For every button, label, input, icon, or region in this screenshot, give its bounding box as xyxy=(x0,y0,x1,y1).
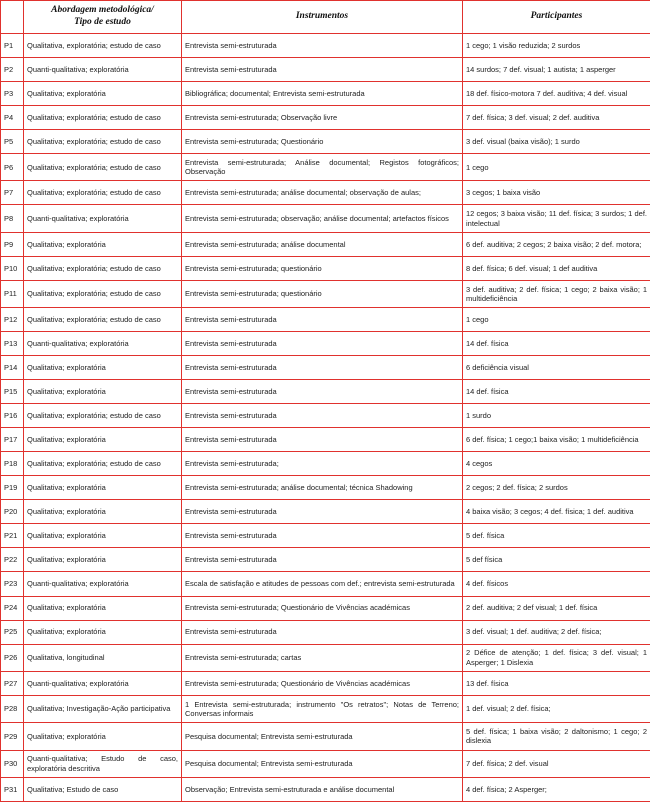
participants-cell: 2 cegos; 2 def. física; 2 surdos xyxy=(463,476,650,500)
table-row xyxy=(1,356,650,380)
instruments-cell: Entrevista semi-estruturada; análise documental; técnica Shadowing xyxy=(182,476,463,500)
approach-cell: Qualitativa; exploratória xyxy=(24,620,182,644)
instruments-cell: Bibliográfica; documental; Entrevista semi-estruturada xyxy=(182,82,463,106)
approach-cell: Quanti-qualitativa; Estudo de caso, exploratória descritiva xyxy=(24,750,182,777)
row-id-cell: P14 xyxy=(1,356,24,380)
approach-cell: Qualitativa; exploratória xyxy=(24,596,182,620)
row-id-cell: P13 xyxy=(1,332,24,356)
instruments-cell: Entrevista semi-estruturada xyxy=(182,380,463,404)
participants-cell: 1 surdo xyxy=(463,404,650,428)
participants-cell: 1 cego xyxy=(463,154,650,181)
instruments-cell: Entrevista semi-estruturada xyxy=(182,58,463,82)
instruments-cell: Entrevista semi-estruturada; Questionário de Vivências académicas xyxy=(182,596,463,620)
instruments-cell: Entrevista semi-estruturada xyxy=(182,548,463,572)
row-id-cell: P10 xyxy=(1,256,24,280)
row-id-cell: P21 xyxy=(1,524,24,548)
participants-cell: 5 def física xyxy=(463,548,650,572)
instruments-cell: Entrevista semi-estruturada xyxy=(182,332,463,356)
header-instruments: Instrumentos xyxy=(182,1,463,34)
row-id-cell: P27 xyxy=(1,671,24,695)
instruments-cell: Observação; Entrevista semi-estruturada e análise documental xyxy=(182,777,463,801)
instruments-cell: Entrevista semi-estruturada; questionário xyxy=(182,256,463,280)
row-id-cell: P26 xyxy=(1,644,24,671)
table-row xyxy=(1,548,650,572)
table-row xyxy=(1,58,650,82)
instruments-cell: Entrevista semi-estruturada xyxy=(182,356,463,380)
participants-cell: 14 def. física xyxy=(463,380,650,404)
table-row xyxy=(1,256,650,280)
approach-cell: Qualitativa; exploratória xyxy=(24,82,182,106)
row-id-cell: P12 xyxy=(1,308,24,332)
header-approach xyxy=(24,1,182,34)
row-id-cell: P15 xyxy=(1,380,24,404)
table-row xyxy=(1,452,650,476)
participants-cell: 5 def. física; 1 baixa visão; 2 daltonismo; 1 cego; 2 dislexia xyxy=(463,723,650,750)
table-row xyxy=(1,280,650,307)
approach-cell: Qualitativa; exploratória; estudo de caso xyxy=(24,256,182,280)
participants-cell: 6 def. física; 1 cego;1 baixa visão; 1 multideficiência xyxy=(463,428,650,452)
instruments-cell: Entrevista semi-estruturada xyxy=(182,34,463,58)
row-id-cell: P8 xyxy=(1,205,24,232)
table-row xyxy=(1,620,650,644)
participants-cell: 4 baixa visão; 3 cegos; 4 def. física; 1 def. auditiva xyxy=(463,500,650,524)
table-row xyxy=(1,695,650,722)
table-row xyxy=(1,596,650,620)
row-id-cell: P16 xyxy=(1,404,24,428)
participants-cell: 3 def. visual (baixa visão); 1 surdo xyxy=(463,130,650,154)
approach-cell: Quanti-qualitativa; exploratória xyxy=(24,671,182,695)
participants-cell: 3 def. auditiva; 2 def. física; 1 cego; 2 baixa visão; 1 multideficiência xyxy=(463,280,650,307)
row-id-cell: P2 xyxy=(1,58,24,82)
participants-cell: 18 def. físico-motora 7 def. auditiva; 4 def. visual xyxy=(463,82,650,106)
table-row xyxy=(1,332,650,356)
table-header xyxy=(1,1,650,34)
approach-cell: Qualitativa, longitudinal xyxy=(24,644,182,671)
table-body xyxy=(1,34,650,802)
row-id-cell: P9 xyxy=(1,232,24,256)
table-row xyxy=(1,308,650,332)
approach-cell: Qualitativa; exploratória; estudo de caso xyxy=(24,130,182,154)
instruments-cell: Entrevista semi-estruturada; Análise documental; Registos fotográficos; Observação xyxy=(182,154,463,181)
instruments-cell: Entrevista semi-estruturada xyxy=(182,620,463,644)
row-id-cell: P24 xyxy=(1,596,24,620)
approach-cell: Qualitativa; exploratória; estudo de caso xyxy=(24,280,182,307)
participants-cell: 4 def. física; 2 Asperger; xyxy=(463,777,650,801)
row-id-cell: P30 xyxy=(1,750,24,777)
approach-cell: Qualitativa; exploratória; estudo de caso xyxy=(24,106,182,130)
approach-cell: Qualitativa; exploratória; estudo de caso xyxy=(24,404,182,428)
table-row xyxy=(1,404,650,428)
instruments-cell: Entrevista semi-estruturada; observação; análise documental; artefactos físicos xyxy=(182,205,463,232)
row-id-cell: P19 xyxy=(1,476,24,500)
participants-cell: 7 def. física; 2 def. visual xyxy=(463,750,650,777)
header-approach-line1: Abordagem metodológica/ xyxy=(51,5,154,16)
table-row xyxy=(1,154,650,181)
approach-cell: Qualitativa; exploratória xyxy=(24,380,182,404)
table-row xyxy=(1,34,650,58)
row-id-cell: P17 xyxy=(1,428,24,452)
header-id xyxy=(1,1,24,34)
header-approach-line2: Tipo de estudo xyxy=(74,17,131,27)
table-row xyxy=(1,524,650,548)
participants-cell: 5 def. física xyxy=(463,524,650,548)
participants-cell: 8 def. física; 6 def. visual; 1 def auditiva xyxy=(463,256,650,280)
table-row xyxy=(1,130,650,154)
table-row xyxy=(1,500,650,524)
participants-cell: 14 def. física xyxy=(463,332,650,356)
participants-cell: 4 def. físicos xyxy=(463,572,650,596)
table-row xyxy=(1,205,650,232)
table-row xyxy=(1,671,650,695)
approach-cell: Qualitativa; exploratória; estudo de caso xyxy=(24,181,182,205)
table-row xyxy=(1,750,650,777)
participants-cell: 6 def. auditiva; 2 cegos; 2 baixa visão; 2 def. motora; xyxy=(463,232,650,256)
row-id-cell: P1 xyxy=(1,34,24,58)
approach-cell: Qualitativa; exploratória; estudo de caso xyxy=(24,154,182,181)
instruments-cell: Entrevista semi-estruturada xyxy=(182,500,463,524)
table-row xyxy=(1,644,650,671)
table-row xyxy=(1,106,650,130)
row-id-cell: P23 xyxy=(1,572,24,596)
approach-cell: Qualitativa; exploratória xyxy=(24,723,182,750)
row-id-cell: P28 xyxy=(1,695,24,722)
row-id-cell: P4 xyxy=(1,106,24,130)
participants-cell: 1 cego xyxy=(463,308,650,332)
table-row xyxy=(1,723,650,750)
approach-cell: Qualitativa; Investigação-Ação participativa xyxy=(24,695,182,722)
header-row xyxy=(1,1,650,34)
instruments-cell: Pesquisa documental; Entrevista semi-estruturada xyxy=(182,750,463,777)
row-id-cell: P6 xyxy=(1,154,24,181)
approach-cell: Qualitativa, exploratória; estudo de caso xyxy=(24,34,182,58)
instruments-cell: Entrevista semi-estruturada; cartas xyxy=(182,644,463,671)
approach-cell: Quanti-qualitativa; exploratória xyxy=(24,332,182,356)
participants-cell: 6 deficiência visual xyxy=(463,356,650,380)
table-row xyxy=(1,572,650,596)
participants-cell: 2 Défice de atenção; 1 def. física; 3 def. visual; 1 Asperger; 1 Dislexia xyxy=(463,644,650,671)
participants-cell: 7 def. física; 3 def. visual; 2 def. auditiva xyxy=(463,106,650,130)
participants-cell: 14 surdos; 7 def. visual; 1 autista; 1 asperger xyxy=(463,58,650,82)
participants-cell: 13 def. física xyxy=(463,671,650,695)
approach-cell: Qualitativa; Estudo de caso xyxy=(24,777,182,801)
table-row xyxy=(1,476,650,500)
row-id-cell: P5 xyxy=(1,130,24,154)
participants-cell: 4 cegos xyxy=(463,452,650,476)
row-id-cell: P29 xyxy=(1,723,24,750)
approach-cell: Quanti-qualitativa; exploratória xyxy=(24,58,182,82)
approach-cell: Qualitativa; exploratória xyxy=(24,500,182,524)
approach-cell: Qualitativa; exploratória xyxy=(24,524,182,548)
table-row xyxy=(1,82,650,106)
row-id-cell: P7 xyxy=(1,181,24,205)
approach-cell: Quanti-qualitativa; exploratória xyxy=(24,205,182,232)
approach-cell: Qualitativa; exploratória xyxy=(24,476,182,500)
participants-cell: 1 def. visual; 2 def. física; xyxy=(463,695,650,722)
instruments-cell: Entrevista semi-estruturada; xyxy=(182,452,463,476)
table-row xyxy=(1,380,650,404)
row-id-cell: P11 xyxy=(1,280,24,307)
approach-cell: Quanti-qualitativa; exploratória xyxy=(24,572,182,596)
row-id-cell: P20 xyxy=(1,500,24,524)
approach-cell: Qualitativa; exploratória; estudo de caso xyxy=(24,308,182,332)
table-row xyxy=(1,232,650,256)
participants-cell: 3 def. visual; 1 def. auditiva; 2 def. física; xyxy=(463,620,650,644)
instruments-cell: Entrevista semi-estruturada; Questionário xyxy=(182,130,463,154)
row-id-cell: P31 xyxy=(1,777,24,801)
instruments-cell: Escala de satisfação e atitudes de pessoas com def.; entrevista semi-estruturada xyxy=(182,572,463,596)
instruments-cell: Entrevista semi-estruturada xyxy=(182,524,463,548)
table-row xyxy=(1,777,650,801)
table-row xyxy=(1,181,650,205)
instruments-cell: Entrevista semi-estruturada; Observação livre xyxy=(182,106,463,130)
row-id-cell: P25 xyxy=(1,620,24,644)
header-participants: Participantes xyxy=(463,1,650,34)
instruments-cell: Entrevista semi-estruturada xyxy=(182,308,463,332)
instruments-cell: Entrevista semi-estruturada; questionário xyxy=(182,280,463,307)
approach-cell: Qualitativa; exploratória xyxy=(24,548,182,572)
approach-cell: Qualitativa; exploratória xyxy=(24,356,182,380)
participants-cell: 12 cegos; 3 baixa visão; 11 def. física; 3 surdos; 1 def. intelectual xyxy=(463,205,650,232)
instruments-cell: Entrevista semi-estruturada xyxy=(182,404,463,428)
participants-cell: 3 cegos; 1 baixa visão xyxy=(463,181,650,205)
row-id-cell: P18 xyxy=(1,452,24,476)
participants-cell: 2 def. auditiva; 2 def visual; 1 def. física xyxy=(463,596,650,620)
row-id-cell: P3 xyxy=(1,82,24,106)
instruments-cell: Entrevista semi-estruturada xyxy=(182,428,463,452)
instruments-cell: Entrevista semi-estruturada; análise documental xyxy=(182,232,463,256)
instruments-cell: Entrevista semi-estruturada; análise documental; observação de aulas; xyxy=(182,181,463,205)
instruments-cell: Pesquisa documental; Entrevista semi-estruturada xyxy=(182,723,463,750)
instruments-cell: Entrevista semi-estruturada; Questionário de Vivências académicas xyxy=(182,671,463,695)
table-row xyxy=(1,428,650,452)
approach-cell: Qualitativa; exploratória xyxy=(24,232,182,256)
row-id-cell: P22 xyxy=(1,548,24,572)
participants-cell: 1 cego; 1 visão reduzida; 2 surdos xyxy=(463,34,650,58)
instruments-cell: 1 Entrevista semi-estruturada; instrumento "Os retratos"; Notas de Terreno; Conversas informais xyxy=(182,695,463,722)
approach-cell: Qualitativa; exploratória; estudo de caso xyxy=(24,452,182,476)
approach-cell: Qualitativa; exploratória xyxy=(24,428,182,452)
